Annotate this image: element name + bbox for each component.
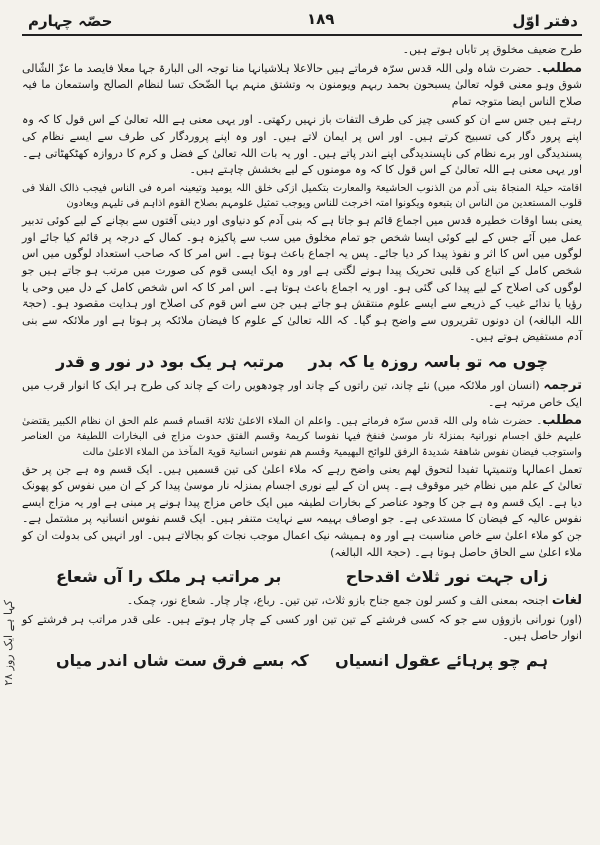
volume-label: دفتر اوّل: [512, 12, 578, 30]
margin-handwritten-note: کہا ہے ایک روز ۲۸: [2, 600, 15, 686]
verse-hemistich-right: ہم چو پرہائے عقول انسیاں: [335, 651, 548, 671]
text-block: طرح ضعیف مخلوق پر تاباں ہوتے ہیں۔: [402, 43, 582, 56]
block-lead: مطلب: [542, 60, 582, 76]
verse-couplet: [22, 563, 582, 591]
text-block: یعنی بسا اوقات خطیرہ قدس میں اجماع قائم ہو جاتا ہے کہ بنی آدم کو دنیاوی اور دینی آفتوں سے بچانے کے لیے کوئی تدبیر عمل میں آئے جس کے لیے کوئی ایسا شخص جو تمام مخلوق میں سب سے پاکیزہ ہو۔ کمال کے درجہ پر قائم کیا جائے اور لوگوں میں اس کا اثر و نفوذ پیدا کر دیا جائے۔ پس یہ اجماع باعث ہوتا ہے۔ اس امر کا کہ صاحب استعداد لوگوں میں اس شخص کامل کے اتباع کی قلبی تحریک پیدا ہونے لگتی ہے اور وہ ایک ایسی قوم کی صورت میں مرتب ہو جاتے ہیں جو لوگوں کی اصلاح کے لیے پیدا کی گئی ہو۔ اور یہ اجماع باعث ہوتا ہے۔ اس امر کا کہ اس شخص کامل کے دل میں وحی یا رؤیا یا ندائے غیب کے ذریعے سے ایسے علوم منتقش ہو جاتے ہیں جن سے اس قوم کی اصلاح اور ہدایت مقصود ہو۔ (حجۃ اللہ البالغہ) ان دونوں تقریروں سے واضح ہو گیا۔ کہ اللہ تعالیٰ کے علوم کا فیضان ملائکہ پر ہوتا ہے اور ملائکہ سے بنی آدم مستفیض ہوتے ہیں۔: [22, 214, 582, 344]
verse-hemistich-left: کہ بسے فرق ست شاں اندر میاں: [56, 651, 309, 671]
glossary-block: لغات اجنحہ بمعنی الف و کسر لون جمع جناح بازو ثلاث، تین تین۔ رباع، چار چار۔ شعاع نور، چمک۔: [126, 593, 582, 609]
page-header: [22, 6, 582, 32]
text-block: مطلب۔ حضرت شاہ ولی اللہ قدس سرّہ فرماتے ہیں۔ واعلم ان الملاء الاعلیٰ ثلاثۃ اقسام قسم علم الحق ان نظام الکبیر یقتضیٰ علیہم خلق اجسام نورانیۃ بمنزلۃ نار موسیٰ فنفخ فیہا نفوسا کریمۃ وقسم الفتق حدوث مزاج فی البخارات اللطیفۃ من العناصر واستوجب فیضان نفوس شاھقۃ شدیدۃ الرفق للوائح البھیمیۃ وقسم ھم نفوس انسانیۃ قویۃ المآخذ من الملاء الاعلیٰ مالت: [22, 413, 582, 458]
verse-couplet: [22, 348, 582, 376]
block-lead: مطلب: [542, 413, 582, 429]
part-label: حصّہ چہارم: [28, 12, 113, 30]
text-block: تعمل اعمالہا وتنمیتہا تفیدا لتحوق لھم یعنی واضح رہے کہ ملاء اعلیٰ کی تین قسمیں ہیں۔ ایک قسم وہ ہے جن پر حق تعالیٰ کے علم میں نظام خیر موقوف ہے۔ پس ان کے لیے نوری اجسام بمنزلہ نار موسیٰ پیدا کر کے ان میں نفوس کو پھونک دیا ہے۔ ایک قسم وہ ہے جن کا وجود عناصر کے بخارات لطیفہ میں ایک خاص مزاج پیدا ہونے پر مبنی ہے اور یہ مزاج ایسے نفوس عالیہ کے فیضان کا مستدعی ہے۔ جو اوصاف بہیمہ سے نہایت متنفر ہیں۔ ایک قسم نفوس انسانیہ پر مشتمل ہے۔ جن کو ملاء اعلیٰ سے خاص مناسبت ہے اور وہ ہمیشہ نیک اعمال موجب نجات کو بجالاتے ہیں۔ اور انہیں کی بدولت ان کو ملاء اعلیٰ سے الحاق حاصل ہوتا ہے۔ (حجۃ اللہ البالغہ): [22, 462, 582, 559]
page-number: ۱۸۹: [307, 10, 335, 28]
verse-couplet: [22, 647, 582, 675]
arabic-block: اقامتہ حیلۃ المنجاۃ بنی آدم من الذنوب الحاشیعۃ والمعارت بتکمیل ازکی خلق اللہ یومید وتیعینہ امرہ فی الناس فیجب ذالک الفلا فی قلوب المستعدین من الناس ان یتبعوہ ویکونوا امتہ اخرجت للناس ویوجب تمثیل علومہم بصلاح القوم اذاہم فی تلیہم ویعادون: [22, 182, 582, 209]
verse-hemistich-right: زاں جہت نور ثلاث اقدحاح: [345, 567, 548, 587]
header-rule: [22, 34, 582, 36]
verse-hemistich-right: چوں مہ تو باسہ روزہ یا کہ بدر: [308, 351, 548, 371]
translation-lead: ترجمہ: [543, 377, 582, 393]
text-block: مطلب۔ حضرت شاہ ولی اللہ قدس سرّہ فرماتے ہیں حالاعلا ہلاشیانہا منا توجہ الی البارۃ جہا معلا فایصد ما عزّ الشّالی شوق وہو معنی قولہ تعالیٰ یسبحون بحمد ربہم ویومنون بہ وتشتق منہم بہا الضّحک تسا لنظام الصالح واستمعان ما فیہ صلاح الناس ایضا متوجہ تمام: [22, 60, 582, 108]
translation-block: ترجمہ (انسان اور ملائکہ میں) نئے چاند، تین راتوں کے چاند اور چودھویں رات کے چاند کی طرح ہر ایک کا انوار قرب میں ایک خاص مرتبہ ہے۔: [22, 377, 582, 409]
verse-hemistich-left: بر مراتب ہر ملک را آں شعاع: [56, 567, 282, 587]
verse-hemistich-left: مرتبہ ہر یک بود در نور و قدر: [56, 351, 285, 371]
text-block: رہتے ہیں جس سے ان کو کسی چیز کی طرف التفات باز نہیں رکھتی۔ اور یہی معنی ہے اللہ تعالیٰ کے اس قول کا کہ وہ اپنے پرور دگار کی تسبیح کرتے ہیں۔ اور اس پر ایمان لاتے ہیں۔ اور وہ اپنے پروردگار کی طرف سے ایسے نظام کی پسندیدگی اور برے نظام کی ناپسندیدگی اپنے اندر پاتے ہیں۔ اور یہ بات اللہ تعالیٰ کے فضل و کرم کا دروازہ کھٹکھٹاتی ہے۔ اور یہی معنی ہے اللہ تعالیٰ کے اس قول کا کہ وہ مومنوں کے لیے بخشش چاہتے ہیں۔: [22, 113, 582, 177]
glossary-lead: لغات: [551, 593, 582, 609]
text-block: (اور) نورانی بازوؤں سے جو کہ کسی فرشتے کے تین تین اور کسی کے چار چار ہوتے ہیں۔ علی قدر مراتب ہر فرشتے کو انوار حاصل ہیں۔: [22, 612, 582, 643]
